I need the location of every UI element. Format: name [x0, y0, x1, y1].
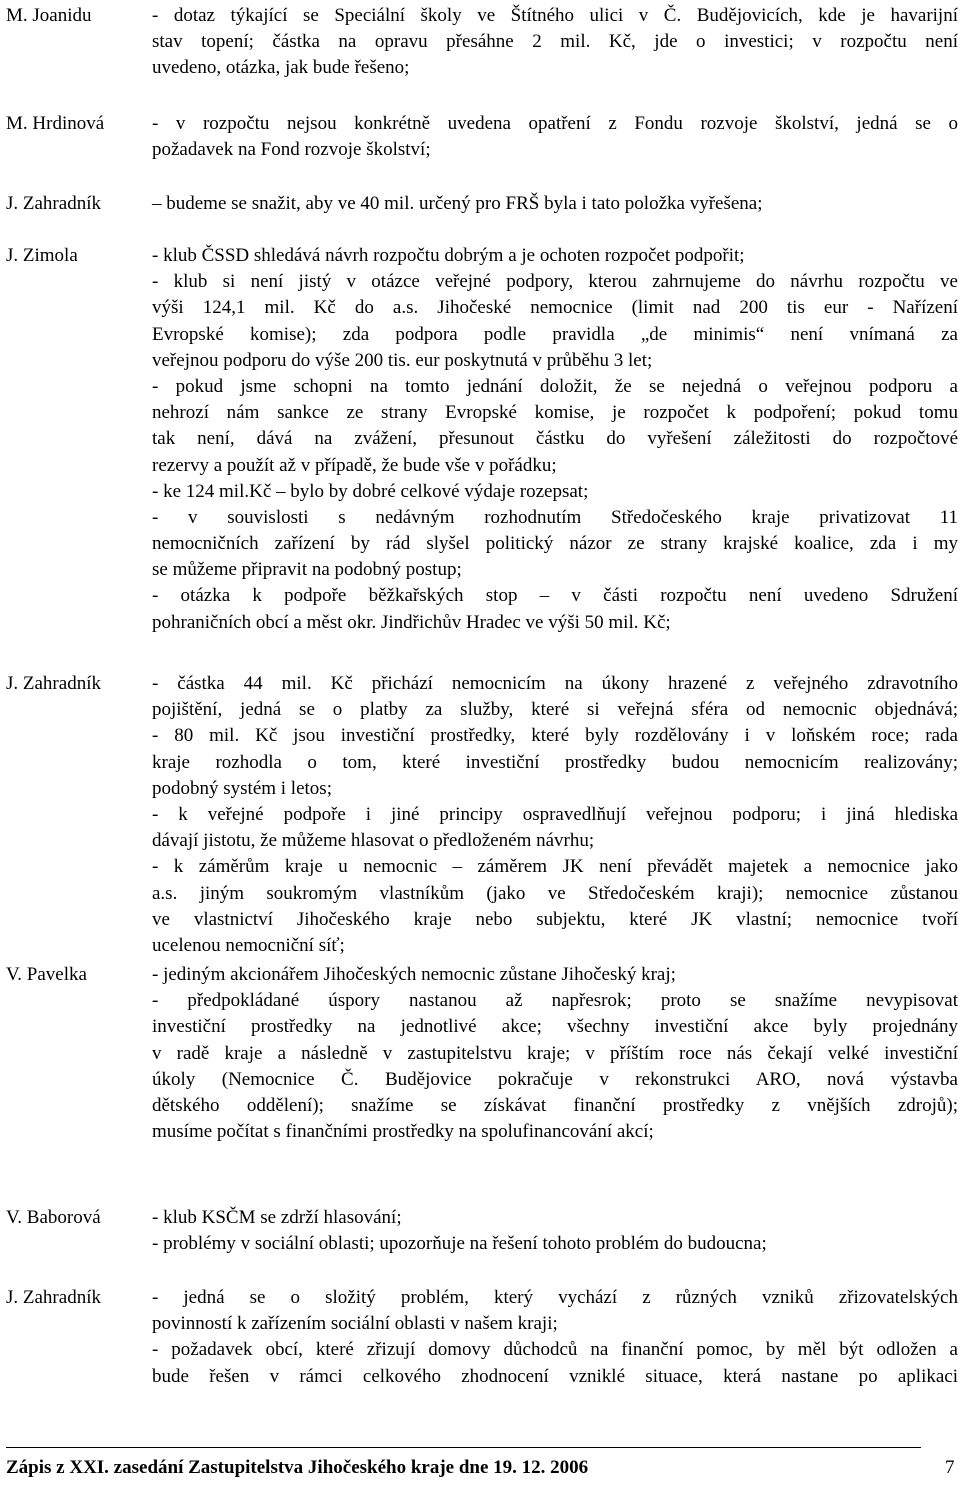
entry-text [152, 671, 958, 959]
entry-text [152, 191, 958, 217]
speaker-name: V. Baborová [6, 1207, 101, 1228]
speaker-name: V. Pavelka [6, 964, 87, 985]
text-line: - jediným akcionářem Jihočeských nemocnic zůstane Jihočeský kraj; [152, 964, 676, 985]
text-line: ucelenou nemocniční síť; [152, 934, 345, 956]
text-line: uvedeno, otázka, jak bude řešeno; [152, 57, 410, 79]
text-line: - klub KSČM se zdrží hlasování; [152, 1207, 402, 1228]
text-line: rezervy a použít až v případě, že bude vše v pořádku; [152, 454, 557, 476]
text-line: bude řešen v rámci celkového zhodnocení vzniklé situace, která nastane po aplikaci [152, 1365, 958, 1387]
text-line: - dotaz týkající se Speciální školy ve Štítného ulici v Č. Budějovicích, kde je havarijní [152, 5, 958, 26]
text-line: v radě kraje a následně v zastupitelstvu kraje; v příštím roce nás čekají velké investiční [152, 1042, 958, 1064]
speaker-name: J. Zahradník [6, 1287, 101, 1308]
text-line: dětského oddělení); snažíme se získávat finanční prostředky z vnějších zdrojů); [152, 1094, 958, 1116]
text-line: požadavek na Fond rozvoje školství; [152, 139, 431, 161]
text-line: - klub si není jistý v otázce veřejné podpory, kterou zahrnujeme do návrhu rozpočtu ve [152, 271, 958, 293]
text-line: kraje rozhodla o tom, které investiční prostředky budou nemocnicím realizovány; [152, 751, 958, 773]
text-line: dávají jistotu, že můžeme hlasovat o předloženém návrhu; [152, 830, 595, 852]
text-line: nehrozí nám sankce ze strany Evropské komise, je rozpočet k podpoření; pokud tomu [152, 402, 958, 424]
text-line: ve vlastnictví Jihočeského kraje nebo subjektu, které JK vlastní; nemocnice tvoří [152, 908, 958, 930]
speaker-name: J. Zahradník [6, 673, 101, 694]
text-line: - otázka k podpoře běžkařských stop – v části rozpočtu není uvedeno Sdružení [152, 585, 958, 607]
text-line: Evropské komise); zda podpora podle pravidla „de minimis“ není vnímaná za [152, 323, 958, 345]
entry-text [152, 111, 958, 163]
footer-title: Zápis z XXI. zasedání Zastupitelstva Jihočeského kraje dne 19. 12. 2006 [6, 1457, 589, 1478]
text-line: výši 124,1 mil. Kč do a.s. Jihočeské nemocnice (limit nad 200 tis eur - Nařízení [152, 297, 958, 319]
text-line: podobný systém i letos; [152, 777, 332, 799]
entry-text [152, 1205, 958, 1257]
text-line: - pokud jsme schopni na tomto jednání doložit, že se nejedná o veřejnou podporu a [152, 375, 958, 397]
text-line: a.s. jiným soukromým vlastníkům (jako ve Středočeském kraji); nemocnice zůstanou [152, 882, 958, 904]
text-line: pojištění, jedná se o platby za služby, které si veřejná sféra od nemocnic objednává; [152, 699, 958, 721]
speaker-name: J. Zimola [6, 245, 78, 266]
speaker-name: M. Joanidu [6, 5, 92, 26]
text-line: – budeme se snažit, aby ve 40 mil. určený pro FRŠ byla i tato položka vyřešena; [152, 193, 763, 214]
speaker-name: J. Zahradník [6, 193, 101, 214]
text-line: - jedná se o složitý problém, který vychází z různých vzniků zřizovatelských [152, 1287, 958, 1308]
text-line: - 80 mil. Kč jsou investiční prostředky, které byly rozdělovány i v loňském roce; rada [152, 725, 958, 747]
page-number: 7 [945, 1457, 955, 1478]
text-line: veřejnou podporu do výše 200 tis. eur poskytnutá v průběhu 3 let; [152, 349, 653, 371]
entry-text [152, 243, 958, 636]
text-line: investiční prostředky na jednotlivé akce; všechny investiční akce byly projednány [152, 1016, 958, 1038]
text-line: nemocničních zařízení by rád slyšel politický názor ze strany krajské koalice, zda i my [152, 533, 958, 555]
speaker-name: M. Hrdinová [6, 113, 105, 134]
text-line: úkoly (Nemocnice Č. Budějovice pokračuje v rekonstrukci ARO, nová výstavba [152, 1068, 958, 1090]
text-line: tak není, dává na zvážení, přesunout částku do vyřešení záležitosti do rozpočtové [152, 428, 958, 450]
text-line: - k záměrům kraje u nemocnic – záměrem JK není převádět majetek a nemocnice jako [152, 856, 958, 878]
entry-text [152, 1285, 958, 1390]
text-line: - v souvislosti s nedávným rozhodnutím Středočeského kraje privatizovat 11 [152, 506, 958, 528]
text-line: - k veřejné podpoře i jiné principy ospravedlňují veřejnou podporu; i jiná hlediska [152, 803, 958, 825]
footer-divider [6, 1447, 921, 1448]
text-line: - ke 124 mil.Kč – bylo by dobré celkové výdaje rozepsat; [152, 480, 589, 502]
text-line: - klub ČSSD shledává návrh rozpočtu dobrým a je ochoten rozpočet podpořit; [152, 245, 745, 266]
text-line: - předpokládané úspory nastanou až napřesrok; proto se snažíme nevypisovat [152, 990, 958, 1012]
entry-text [152, 962, 958, 1145]
text-line: - problémy v sociální oblasti; upozorňuje na řešení tohoto problém do budoucna; [152, 1233, 767, 1255]
text-line: povinností k zařízením sociální oblasti v našem kraji; [152, 1313, 558, 1335]
text-line: - v rozpočtu nejsou konkrétně uvedena opatření z Fondu rozvoje školství, jedná se o [152, 113, 958, 134]
text-line: pohraničních obcí a měst okr. Jindřichův Hradec ve výši 50 mil. Kč; [152, 611, 671, 633]
text-line: musíme počítat s finančními prostředky na spolufinancování akcí; [152, 1121, 654, 1143]
text-line: se můžeme připravit na podobný postup; [152, 559, 462, 581]
text-line: - částka 44 mil. Kč přichází nemocnicím na úkony hrazené z veřejného zdravotního [152, 673, 958, 694]
text-line: stav topení; částka na opravu přesáhne 2 mil. Kč, jde o investici; v rozpočtu není [152, 31, 958, 53]
text-line: - požadavek obcí, které zřizují domovy důchodců na finanční pomoc, by měl být odložen a [152, 1339, 958, 1361]
entry-text [152, 3, 958, 82]
